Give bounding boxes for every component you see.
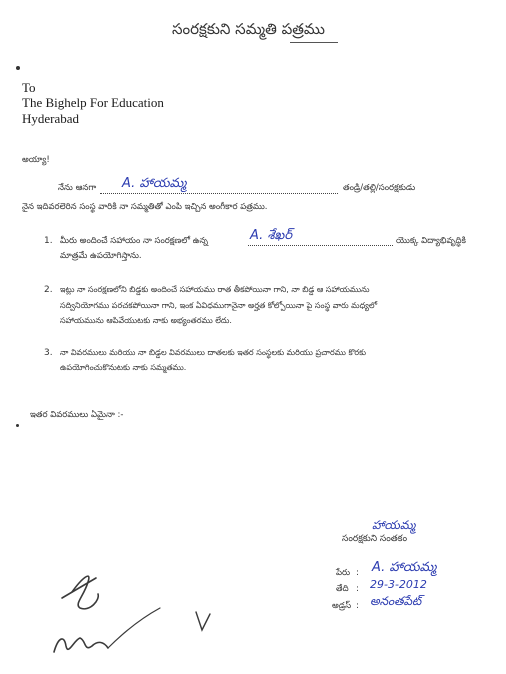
recipient-org: The Bighelp For Education [22, 95, 164, 110]
date-label: తేది [336, 584, 349, 594]
line2: నైన ఇదివరలెరిన సంస్థ వారికి నా సమ్మతితో ఎంపి ఇచ్చిన అంగీకార పత్రము. [22, 202, 268, 212]
signature-label: సంరక్షకుని సంతకం [342, 534, 408, 544]
guardian-signature: హాయమ్మ [372, 518, 416, 532]
child-name-handwritten: A. శేఖర్ [250, 228, 293, 243]
address-label: అడ్రస్ [332, 601, 352, 611]
date-colon: : [356, 584, 359, 594]
item3-number: 3. [44, 348, 53, 358]
line1-prefix: నేను ఆనగా [58, 183, 97, 193]
guardian-name-handwritten: A. హాయమ్మ [122, 176, 187, 191]
name-value-handwritten: A. హాయమ్మ [372, 560, 437, 575]
salutation: అయ్యా! [22, 155, 50, 165]
item1-text-c: మాత్రమే ఉపయోగిస్తాను. [60, 251, 142, 261]
item1-number: 1. [44, 236, 53, 246]
date-value-handwritten: 29-3-2012 [370, 578, 427, 591]
name-colon: : [356, 568, 359, 578]
item3-line1: నా వివరములు మరియు నా బిడ్డల వివరములు దాతలకు ఇతర సంస్థలకు మరియు ప్రచారము కొరకు [60, 348, 367, 357]
address-value-handwritten: అనంతపేట్ [370, 594, 422, 608]
item2-line2: సద్వినియోగము పరచకపోయినా గాని, ఇంక ఏవిధముగానైనా అర్హత కోల్పోయినా పై సంస్థ వారు మధ్యలో [60, 301, 378, 310]
item2-line3: సహాయమును ఆపివేయుటకు నాకు అభ్యంతరము లేదు. [60, 316, 232, 325]
other-details-label: ఇతర వివరములు ఏమైనా :- [30, 410, 124, 420]
name-label: పేరు [336, 568, 351, 578]
address-colon: : [356, 601, 359, 611]
item1-text-a: మీరు అందించే సహాయం నా సంరక్షణలో ఉన్న [60, 236, 208, 246]
document-title: సంరక్షకుని సమ్మతి పత్రము [172, 20, 325, 38]
to-line: To [22, 80, 36, 95]
item2-number: 2. [44, 285, 53, 295]
item3-line2: ఉపయోగించుకొనుటకు నాకు సమ్మతము. [60, 363, 187, 372]
item1-text-b: యొక్క విద్యాభివృద్ధికి [396, 236, 466, 246]
recipient-city: Hyderabad [22, 111, 80, 126]
line1-suffix: తండ్రి/తల్లి/సంరక్షకుడు [343, 183, 416, 193]
official-initials [54, 576, 210, 652]
item2-line1: ఇట్లు నా సంరక్షణలోని బిడ్డకు అందించే సహాయము రాత తీకపోయినా గాని, నా బిడ్డ ఆ సహాయమును [60, 285, 370, 294]
